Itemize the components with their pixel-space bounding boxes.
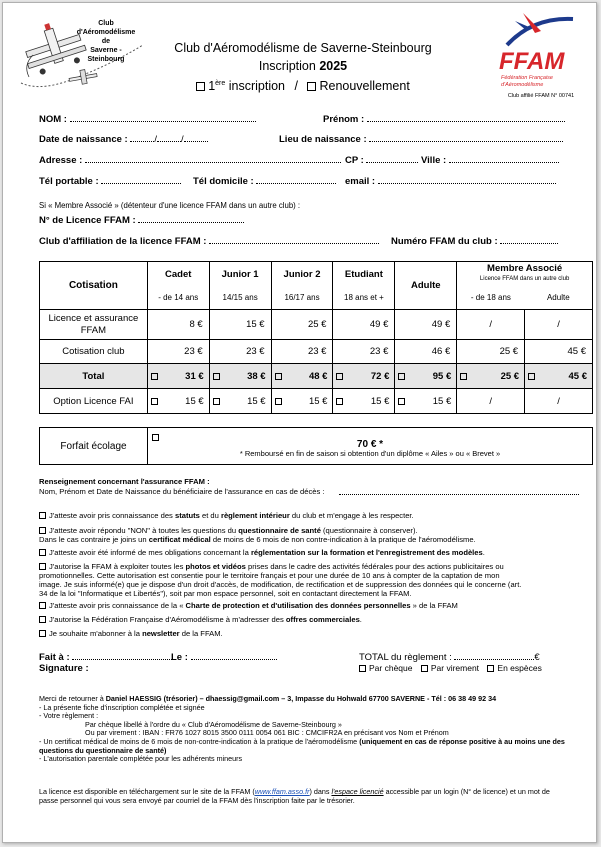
pay-especes-checkbox[interactable]	[487, 665, 494, 672]
ville-field[interactable]	[449, 154, 559, 163]
licence-num-row	[39, 214, 244, 226]
col-sub-etudiant: 18 ans et +	[333, 287, 395, 310]
ville-label: Ville :	[421, 155, 447, 166]
footer-line1: - La présente fiche d'inscription complétée et signée	[39, 702, 205, 712]
licence-club-field[interactable]	[209, 235, 379, 244]
adresse-label: Adresse :	[39, 155, 83, 166]
attestation-charte	[39, 601, 579, 610]
total-euro: €	[534, 652, 540, 663]
col-sub-associe-adult: Adulte	[525, 287, 593, 310]
a3-pre: J'atteste avoir été informé de mes obligations concernant la	[49, 548, 251, 557]
ffam-logo-line2: d'Aéromodélisme	[501, 82, 544, 88]
cell-total-associe-adult: 45 €	[568, 370, 587, 382]
a5-post: » de la FFAM	[410, 601, 458, 610]
cell-club-junior1: 23 €	[209, 340, 271, 364]
row-label-fai: Option Licence FAI	[40, 389, 148, 414]
attestation-photos	[39, 562, 579, 598]
cp-field[interactable]	[366, 154, 418, 163]
cell-licence-adulte: 49 €	[395, 310, 457, 340]
registration-type	[153, 79, 453, 93]
a2-pre: J'atteste avoir répondu "NON" à toutes les questions du	[49, 526, 239, 535]
ffam-website-link[interactable]: www.ffam.asso.fr	[254, 787, 310, 796]
total-associe-adult-checkbox[interactable]	[528, 373, 535, 380]
fait-field[interactable]	[72, 651, 176, 660]
adresse-row	[39, 154, 341, 166]
row-label-total: Total	[40, 364, 148, 389]
cotisation-table	[39, 261, 593, 414]
row-label-licence: Licence et assurance FFAM	[40, 310, 148, 340]
col-sub-junior1: 14/15 ans	[209, 287, 271, 310]
associe-title: Membre Associé	[487, 263, 563, 275]
a4-pre: J'autorise la FFAM à exploiter toutes les	[49, 562, 186, 571]
fai-junior1-checkbox[interactable]	[213, 398, 220, 405]
pob-label: Lieu de naissance :	[279, 134, 367, 145]
club-logo-line1: Club d'Aéromodélisme	[76, 20, 136, 36]
ffam-logo	[493, 7, 585, 103]
ffam-logo-line1: Fédération Française	[501, 75, 553, 81]
fai-junior2-checkbox[interactable]	[275, 398, 282, 405]
total-cadet-checkbox[interactable]	[151, 373, 158, 380]
a6-pre: J'autorise la Fédération Française d'Aéromodélisme à m'adresser des	[49, 615, 286, 624]
first-suffix: inscription	[225, 79, 286, 93]
col-header-etudiant: Etudiant	[333, 262, 395, 287]
fait-row	[39, 651, 176, 663]
cell-total-junior1: 38 €	[247, 370, 266, 382]
a1-pre: J'atteste avoir pris connaissance des	[49, 511, 175, 520]
footer-l5-b: (uniquement en cas de réponse positive à au moins une des	[359, 736, 565, 746]
first-label: 1	[208, 79, 216, 93]
pob-field[interactable]	[369, 133, 563, 142]
a7-b: newsletter	[142, 629, 180, 638]
club-logo	[13, 5, 148, 97]
page-subtitle	[153, 59, 453, 73]
pay-virement-checkbox[interactable]	[421, 665, 428, 672]
nom-field[interactable]	[70, 113, 256, 122]
col-header-junior1: Junior 1	[209, 262, 271, 287]
lic-post: accessible par un login (N° de licence) et un mot de	[383, 787, 550, 796]
a4-l2: promotionnelles. Cette autorisation est consentie pour le territoire français et pour une durée de 10 ans à compter de la captation de mon	[39, 571, 500, 580]
total-junior2-checkbox[interactable]	[275, 373, 282, 380]
forfait-price: 70 € *	[356, 439, 384, 450]
footer-line4: Ou par virement : IBAN : FR76 1027 8015 3500 0111 0054 061 BIC : CMCIFR2A en précisant vos Nom et Prénom	[85, 728, 449, 738]
tel-domicile-label: Tél domicile :	[193, 176, 254, 187]
forfait-content	[148, 428, 592, 464]
a6-post: .	[359, 615, 362, 624]
prenom-field[interactable]	[367, 113, 565, 122]
payment-methods	[359, 664, 542, 673]
a3-b: réglementation sur la formation et l'enregistrement des modèles	[250, 548, 483, 557]
ffam-affiliation: Club affilié FFAM N° 00741	[507, 93, 575, 99]
footer-line6: - L'autorisation parentale complétée pour les adhérents mineurs	[39, 754, 243, 764]
total-row	[359, 651, 540, 663]
prenom-row	[323, 113, 565, 125]
registration-form-page	[2, 2, 597, 843]
footer-return-pre: Merci de retourner à	[39, 694, 106, 703]
fai-adulte-checkbox[interactable]	[398, 398, 405, 405]
fait-label: Fait à :	[39, 652, 70, 663]
total-associe-minor-checkbox[interactable]	[460, 373, 467, 380]
total-label: TOTAL du règlement :	[359, 652, 452, 663]
associate-note: Si « Membre Associé » (détenteur d'une licence FFAM dans un autre club) :	[39, 201, 301, 210]
table-row	[40, 389, 593, 414]
footer-line3: Par chèque libellé à l'ordre du « Club d'Aéromodélisme de Saverne-Steinbourg »	[85, 719, 342, 729]
club-num-label: Numéro FFAM du club :	[391, 236, 498, 247]
cell-club-cadet: 23 €	[147, 340, 209, 364]
attestation-statuts	[39, 511, 569, 520]
pay-cheque-checkbox[interactable]	[359, 665, 366, 672]
prenom-label: Prénom :	[323, 114, 365, 125]
cell-club-junior2: 23 €	[271, 340, 333, 364]
dob-day-field[interactable]	[130, 133, 154, 142]
attestation-charte-checkbox[interactable]	[39, 602, 46, 609]
col-header-junior2: Junior 2	[271, 262, 333, 287]
cell-total-cadet: 31 €	[185, 370, 204, 382]
attestation-offres	[39, 615, 579, 624]
total-adulte-checkbox[interactable]	[398, 373, 405, 380]
date-field[interactable]	[191, 651, 277, 660]
a2-b: questionnaire de santé	[238, 526, 321, 535]
cell-club-associe-adult: 45 €	[525, 340, 593, 364]
cell-fai-associe-adult: /	[525, 389, 593, 414]
cell-fai-junior1: 15 €	[247, 395, 266, 407]
signature-label: Signature :	[39, 663, 89, 674]
cp-row	[345, 154, 418, 166]
type-separator: /	[294, 79, 298, 93]
attestation-sante	[39, 526, 579, 544]
col-sub-junior2: 16/17 ans	[271, 287, 333, 310]
cell-licence-associe-minor: /	[457, 310, 525, 340]
a5-b: Charte de protection et d'utilisation des données personnelles	[185, 601, 411, 610]
ffam-logo-text: FFAM	[499, 48, 565, 75]
table-row-total	[40, 364, 593, 389]
email-row	[345, 175, 556, 187]
forfait-checkbox[interactable]	[152, 434, 159, 441]
pay-cheque-label: Par chèque	[369, 663, 413, 673]
page-title: Club d'Aéromodélisme de Saverne-Steinbourg	[174, 41, 432, 55]
cell-fai-etudiant: 15 €	[370, 395, 390, 407]
cell-licence-junior2: 25 €	[271, 310, 333, 340]
footer-return-contact: Daniel HAESSIG (trésorier) – dhaessig@gmail.com – 3, Impasse du Hohwald 67700 SAVERNE - Tél : 06 38 49 92 34	[105, 694, 497, 703]
tel-portable-row	[39, 175, 181, 187]
tel-portable-field[interactable]	[101, 175, 181, 184]
a7-pre: Je souhaite m'abonner à la	[49, 629, 143, 638]
col-sub-associe-minor: - de 18 ans	[457, 287, 525, 310]
club-logo-line3: Saverne - Steinbourg	[87, 47, 125, 63]
a1-b2: règlement intérieur	[220, 511, 290, 520]
attestation-statuts-checkbox[interactable]	[39, 512, 46, 519]
a2b-pre: Dans le cas contraire je joins un	[39, 535, 149, 544]
renewal-checkbox[interactable]	[307, 82, 316, 91]
lic-pre: La licence est disponible en téléchargement sur le site de la FFAM (	[39, 787, 255, 796]
footer-instructions	[39, 695, 584, 764]
insurance-beneficiary-field[interactable]	[339, 494, 579, 495]
club-logo-line2: de	[101, 38, 111, 45]
club-num-row	[391, 235, 558, 247]
cell-fai-associe-minor: /	[457, 389, 525, 414]
attestation-offres-checkbox[interactable]	[39, 616, 46, 623]
renewal-label: Renouvellement	[319, 79, 410, 93]
row-label-cotisation-club: Cotisation club	[40, 340, 148, 364]
col-sub-cadet: - de 14 ans	[147, 287, 209, 310]
nom-label: NOM :	[39, 114, 67, 125]
signature-row	[39, 663, 89, 674]
cell-licence-cadet: 8 €	[147, 310, 209, 340]
dob-row: Date de naissance : / /	[39, 133, 208, 145]
ville-row	[421, 154, 559, 166]
attestation-photos-checkbox[interactable]	[39, 563, 46, 570]
table-row	[40, 340, 593, 364]
footer-l5-pre: - Un certificat médical de moins de 6 mois de non-contre-indication à la pratique de l'aéromodélisme	[39, 736, 360, 746]
dob-label: Date de naissance :	[39, 134, 128, 145]
forfait-box	[39, 427, 593, 465]
ffam-plane-logo-icon	[493, 7, 585, 89]
espace-licencie-link[interactable]: l'espace licencié	[331, 787, 384, 796]
dob-year-field[interactable]	[184, 133, 208, 142]
a2b-b: certificat médical	[148, 535, 211, 544]
attestation-reglementation	[39, 548, 579, 557]
forfait-label: Forfait écolage	[40, 428, 148, 464]
a2b-post: de moins de 6 mois de non contre-indication à la pratique de l'aéromodélisme.	[210, 535, 476, 544]
tel-domicile-field[interactable]	[256, 175, 336, 184]
a7-post: de la FFAM.	[179, 629, 223, 638]
total-etudiant-checkbox[interactable]	[336, 373, 343, 380]
first-inscription-checkbox[interactable]	[196, 82, 205, 91]
attestation-sante-checkbox[interactable]	[39, 527, 46, 534]
cell-total-junior2: 48 €	[308, 370, 328, 382]
associe-note: Licence FFAM dans un autre club	[479, 276, 570, 283]
cotisation-header: Cotisation	[40, 262, 148, 310]
email-field[interactable]	[378, 175, 556, 184]
pay-especes-label: En espèces	[497, 663, 542, 673]
lic-mid: ) dans	[309, 787, 332, 796]
le-label: Le :	[171, 652, 188, 663]
tel-portable-label: Tél portable :	[39, 176, 99, 187]
a1-post: du club et m'engage à les respecter.	[289, 511, 414, 520]
footer-line2: - Votre règlement :	[39, 711, 99, 721]
attestation-newsletter-checkbox[interactable]	[39, 630, 46, 637]
a2-post: (questionnaire à conserver).	[320, 526, 418, 535]
lic-line2: passe personnel qui vous sera envoyé par courriel de la FFAM dès l'inscription faite par le trésorier.	[39, 796, 355, 805]
a4-b: photos et vidéos	[185, 562, 246, 571]
adresse-field[interactable]	[85, 154, 341, 163]
cp-label: CP :	[345, 155, 364, 166]
subtitle-prefix: Inscription	[258, 59, 316, 73]
club-num-field[interactable]	[500, 235, 558, 244]
cell-total-associe-minor: 25 €	[500, 370, 520, 382]
col-header-adulte: Adulte	[395, 262, 457, 310]
cell-licence-etudiant: 49 €	[333, 310, 395, 340]
col-header-associe	[457, 262, 593, 287]
forfait-note: * Remboursé en fin de saison si obtention d'un diplôme « Ailes » ou « Brevet »	[239, 449, 501, 458]
pob-row	[279, 133, 563, 145]
cell-fai-cadet: 15 €	[185, 395, 204, 407]
licence-num-field[interactable]	[138, 214, 244, 223]
a4-l4: 34 de la loi "Informatique et Libertés"), soit par mon espace personnel, soit en contactant directement la FFAM.	[39, 589, 412, 598]
a5-pre: J'atteste avoir pris connaissance de la «	[49, 601, 186, 610]
footer-l5-b2: questions du questionnaire de santé)	[39, 745, 167, 755]
pay-virement-label: Par virement	[430, 663, 480, 673]
cell-club-adulte: 46 €	[395, 340, 457, 364]
cell-fai-adulte: 15 €	[432, 395, 452, 407]
nom-row	[39, 113, 256, 125]
attestation-reglementation-checkbox[interactable]	[39, 549, 46, 556]
cell-total-adulte: 95 €	[432, 370, 452, 382]
cell-club-etudiant: 23 €	[333, 340, 395, 364]
cell-fai-junior2: 15 €	[308, 395, 328, 407]
cell-licence-associe-adult: /	[525, 310, 593, 340]
dob-month-field[interactable]	[157, 133, 181, 142]
table-row	[40, 310, 593, 340]
a6-b: offres commerciales	[285, 615, 360, 624]
first-sup: ère	[215, 79, 226, 87]
a1-mid: et du	[199, 511, 221, 520]
cell-total-etudiant: 72 €	[370, 370, 390, 382]
insurance-title: Renseignement concernant l'assurance FFAM :	[39, 477, 210, 486]
a1-b1: statuts	[174, 511, 200, 520]
footer-licence-info	[39, 787, 584, 805]
total-junior1-checkbox[interactable]	[213, 373, 220, 380]
insurance-subtitle: Nom, Prénom et Date de Naissance du bénéficiaire de l'assurance en cas de décès :	[39, 487, 325, 496]
licence-num-label: N° de Licence FFAM :	[39, 215, 136, 226]
tel-domicile-row	[193, 175, 336, 187]
col-header-cadet: Cadet	[147, 262, 209, 287]
a3-post: .	[482, 548, 485, 557]
attestation-newsletter	[39, 629, 579, 638]
fai-cadet-checkbox[interactable]	[151, 398, 158, 405]
fai-etudiant-checkbox[interactable]	[336, 398, 343, 405]
email-label: email :	[345, 176, 376, 187]
a4-l3: image. Je suis informé(e) que je dispose d'un droit d'accès, de modification, de rectification et de suppression des données qui le concerne (art.	[39, 580, 522, 589]
subtitle-year: 2025	[319, 59, 348, 73]
cell-licence-junior1: 15 €	[209, 310, 271, 340]
a4-l1: prises dans le cadre des activités fédérales pour des actions publicitaires ou	[245, 562, 504, 571]
licence-club-label: Club d'affiliation de la licence FFAM :	[39, 236, 207, 247]
licence-club-row	[39, 235, 379, 247]
le-row	[171, 651, 277, 663]
cell-club-associe-minor: 25 €	[457, 340, 525, 364]
total-field[interactable]	[454, 651, 534, 660]
